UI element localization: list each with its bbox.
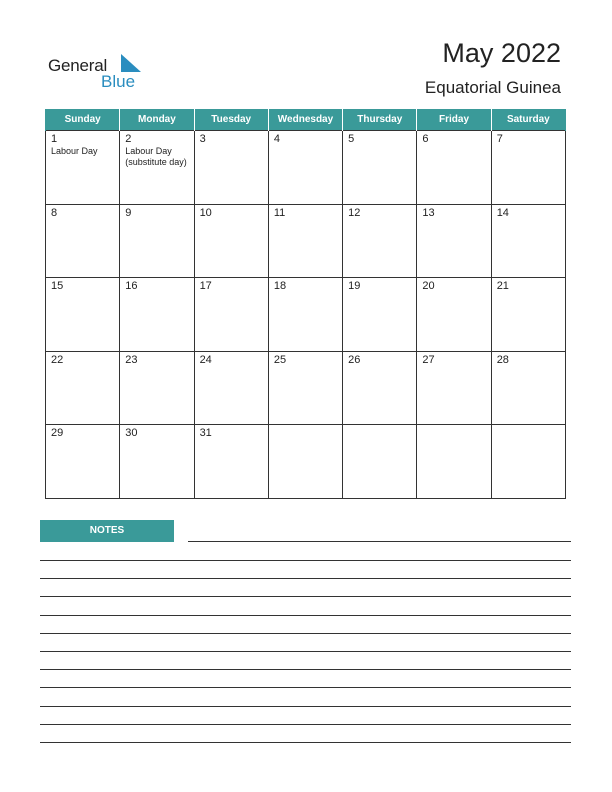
calendar-day-cell[interactable]: [194, 425, 268, 499]
calendar-day-cell[interactable]: [417, 131, 491, 205]
day-number: 25: [273, 353, 287, 366]
day-number: 30: [125, 427, 138, 440]
weekday-header-tuesday: Tuesday: [194, 109, 268, 131]
generalblue-logo: [48, 52, 158, 92]
day-number: 24: [199, 353, 212, 366]
calendar-day-cell[interactable]: [46, 278, 120, 352]
calendar-week-row: [46, 278, 566, 352]
calendar-week-row: [46, 425, 566, 499]
calendar-day-cell[interactable]: [268, 204, 342, 278]
day-number: 28: [496, 353, 509, 366]
calendar-day-cell[interactable]: [343, 131, 417, 205]
weekday-header-wednesday: Wednesday: [268, 109, 342, 131]
calendar-day-cell[interactable]: [343, 278, 417, 352]
calendar-day-cell[interactable]: [46, 425, 120, 499]
notes-line[interactable]: [40, 615, 571, 616]
day-number: 12: [348, 206, 361, 219]
day-number: 23: [125, 353, 138, 366]
calendar-day-cell[interactable]: [491, 278, 565, 352]
calendar-day-cell[interactable]: [417, 278, 491, 352]
calendar-day-cell[interactable]: [120, 278, 194, 352]
calendar-day-cell[interactable]: [491, 204, 565, 278]
calendar-day-cell[interactable]: [194, 351, 268, 425]
day-number: 27: [422, 353, 435, 366]
calendar-day-cell[interactable]: [417, 425, 491, 499]
day-number: 2: [125, 133, 132, 145]
weekday-header-thursday: Thursday: [343, 109, 417, 131]
notes-line[interactable]: [40, 560, 571, 561]
day-number: 4: [273, 133, 280, 145]
calendar-week-row: [46, 204, 566, 278]
day-number: 6: [422, 133, 429, 145]
calendar-day-cell[interactable]: [343, 425, 417, 499]
calendar-day-cell[interactable]: [417, 351, 491, 425]
notes-line[interactable]: [40, 651, 571, 652]
weekday-header-row: [46, 109, 566, 131]
day-number: 13: [422, 206, 435, 219]
calendar-day-cell[interactable]: [120, 204, 194, 278]
day-number: 20: [422, 280, 435, 293]
weekday-header-saturday: Saturday: [491, 109, 565, 131]
calendar-day-cell[interactable]: [120, 131, 194, 205]
calendar-day-cell[interactable]: [46, 204, 120, 278]
notes-line[interactable]: [40, 687, 571, 688]
calendar-day-cell[interactable]: [491, 351, 565, 425]
calendar-day-cell[interactable]: [417, 204, 491, 278]
day-number: 29: [51, 427, 64, 440]
day-number: 26: [348, 353, 361, 366]
logo-text-blue: Blue: [101, 72, 136, 91]
day-number: 14: [496, 206, 509, 219]
day-number: 18: [273, 280, 287, 293]
calendar-day-cell[interactable]: [491, 425, 565, 499]
holiday-label: Labour Day: [51, 146, 98, 156]
notes-line[interactable]: [188, 541, 571, 542]
notes-label: NOTES: [40, 520, 174, 542]
calendar-day-cell[interactable]: [120, 351, 194, 425]
notes-line[interactable]: [40, 724, 571, 725]
calendar-day-cell[interactable]: [268, 131, 342, 205]
day-number: 15: [51, 280, 64, 293]
notes-line[interactable]: [40, 633, 571, 634]
calendar-day-cell[interactable]: [194, 204, 268, 278]
calendar-day-cell[interactable]: [194, 278, 268, 352]
notes-line[interactable]: [40, 742, 571, 743]
country-subtitle: Equatorial Guinea: [424, 78, 561, 97]
notes-line[interactable]: [40, 578, 571, 579]
calendar-day-cell[interactable]: [46, 351, 120, 425]
calendar-week-row: [46, 131, 566, 205]
calendar-day-cell[interactable]: [268, 351, 342, 425]
calendar-week-row: [46, 351, 566, 425]
day-number: 31: [199, 427, 212, 440]
calendar-day-cell[interactable]: [343, 351, 417, 425]
notes-line[interactable]: [40, 596, 571, 597]
calendar-grid: [45, 109, 566, 499]
calendar-day-cell[interactable]: [268, 278, 342, 352]
holiday-label: Labour Day (substitute day): [125, 146, 187, 167]
logo-text-general: General: [48, 56, 108, 75]
day-number: 11: [273, 206, 286, 219]
day-number: 22: [51, 353, 64, 366]
calendar-day-cell[interactable]: [194, 131, 268, 205]
day-number: 3: [199, 133, 206, 145]
day-number: 16: [125, 280, 138, 293]
day-number: 19: [348, 280, 361, 293]
day-number: 21: [496, 280, 509, 293]
weekday-header-monday: Monday: [120, 109, 194, 131]
month-year-title: May 2022: [442, 38, 561, 68]
calendar-day-cell[interactable]: [120, 425, 194, 499]
calendar-day-cell[interactable]: [343, 204, 417, 278]
day-number: 5: [348, 133, 355, 145]
calendar-day-cell[interactable]: [491, 131, 565, 205]
day-number: 17: [199, 280, 212, 293]
calendar-day-cell[interactable]: [268, 425, 342, 499]
weekday-header-friday: Friday: [417, 109, 491, 131]
day-number: 8: [51, 206, 58, 219]
day-number: 10: [199, 206, 212, 219]
day-number: 7: [496, 133, 503, 145]
calendar-day-cell[interactable]: [46, 131, 120, 205]
notes-line[interactable]: [40, 706, 571, 707]
logo-triangle-icon: [121, 54, 141, 72]
day-number: 1: [51, 133, 58, 145]
day-number: 9: [125, 206, 132, 219]
notes-line[interactable]: [40, 669, 571, 670]
weekday-header-sunday: Sunday: [46, 109, 120, 131]
